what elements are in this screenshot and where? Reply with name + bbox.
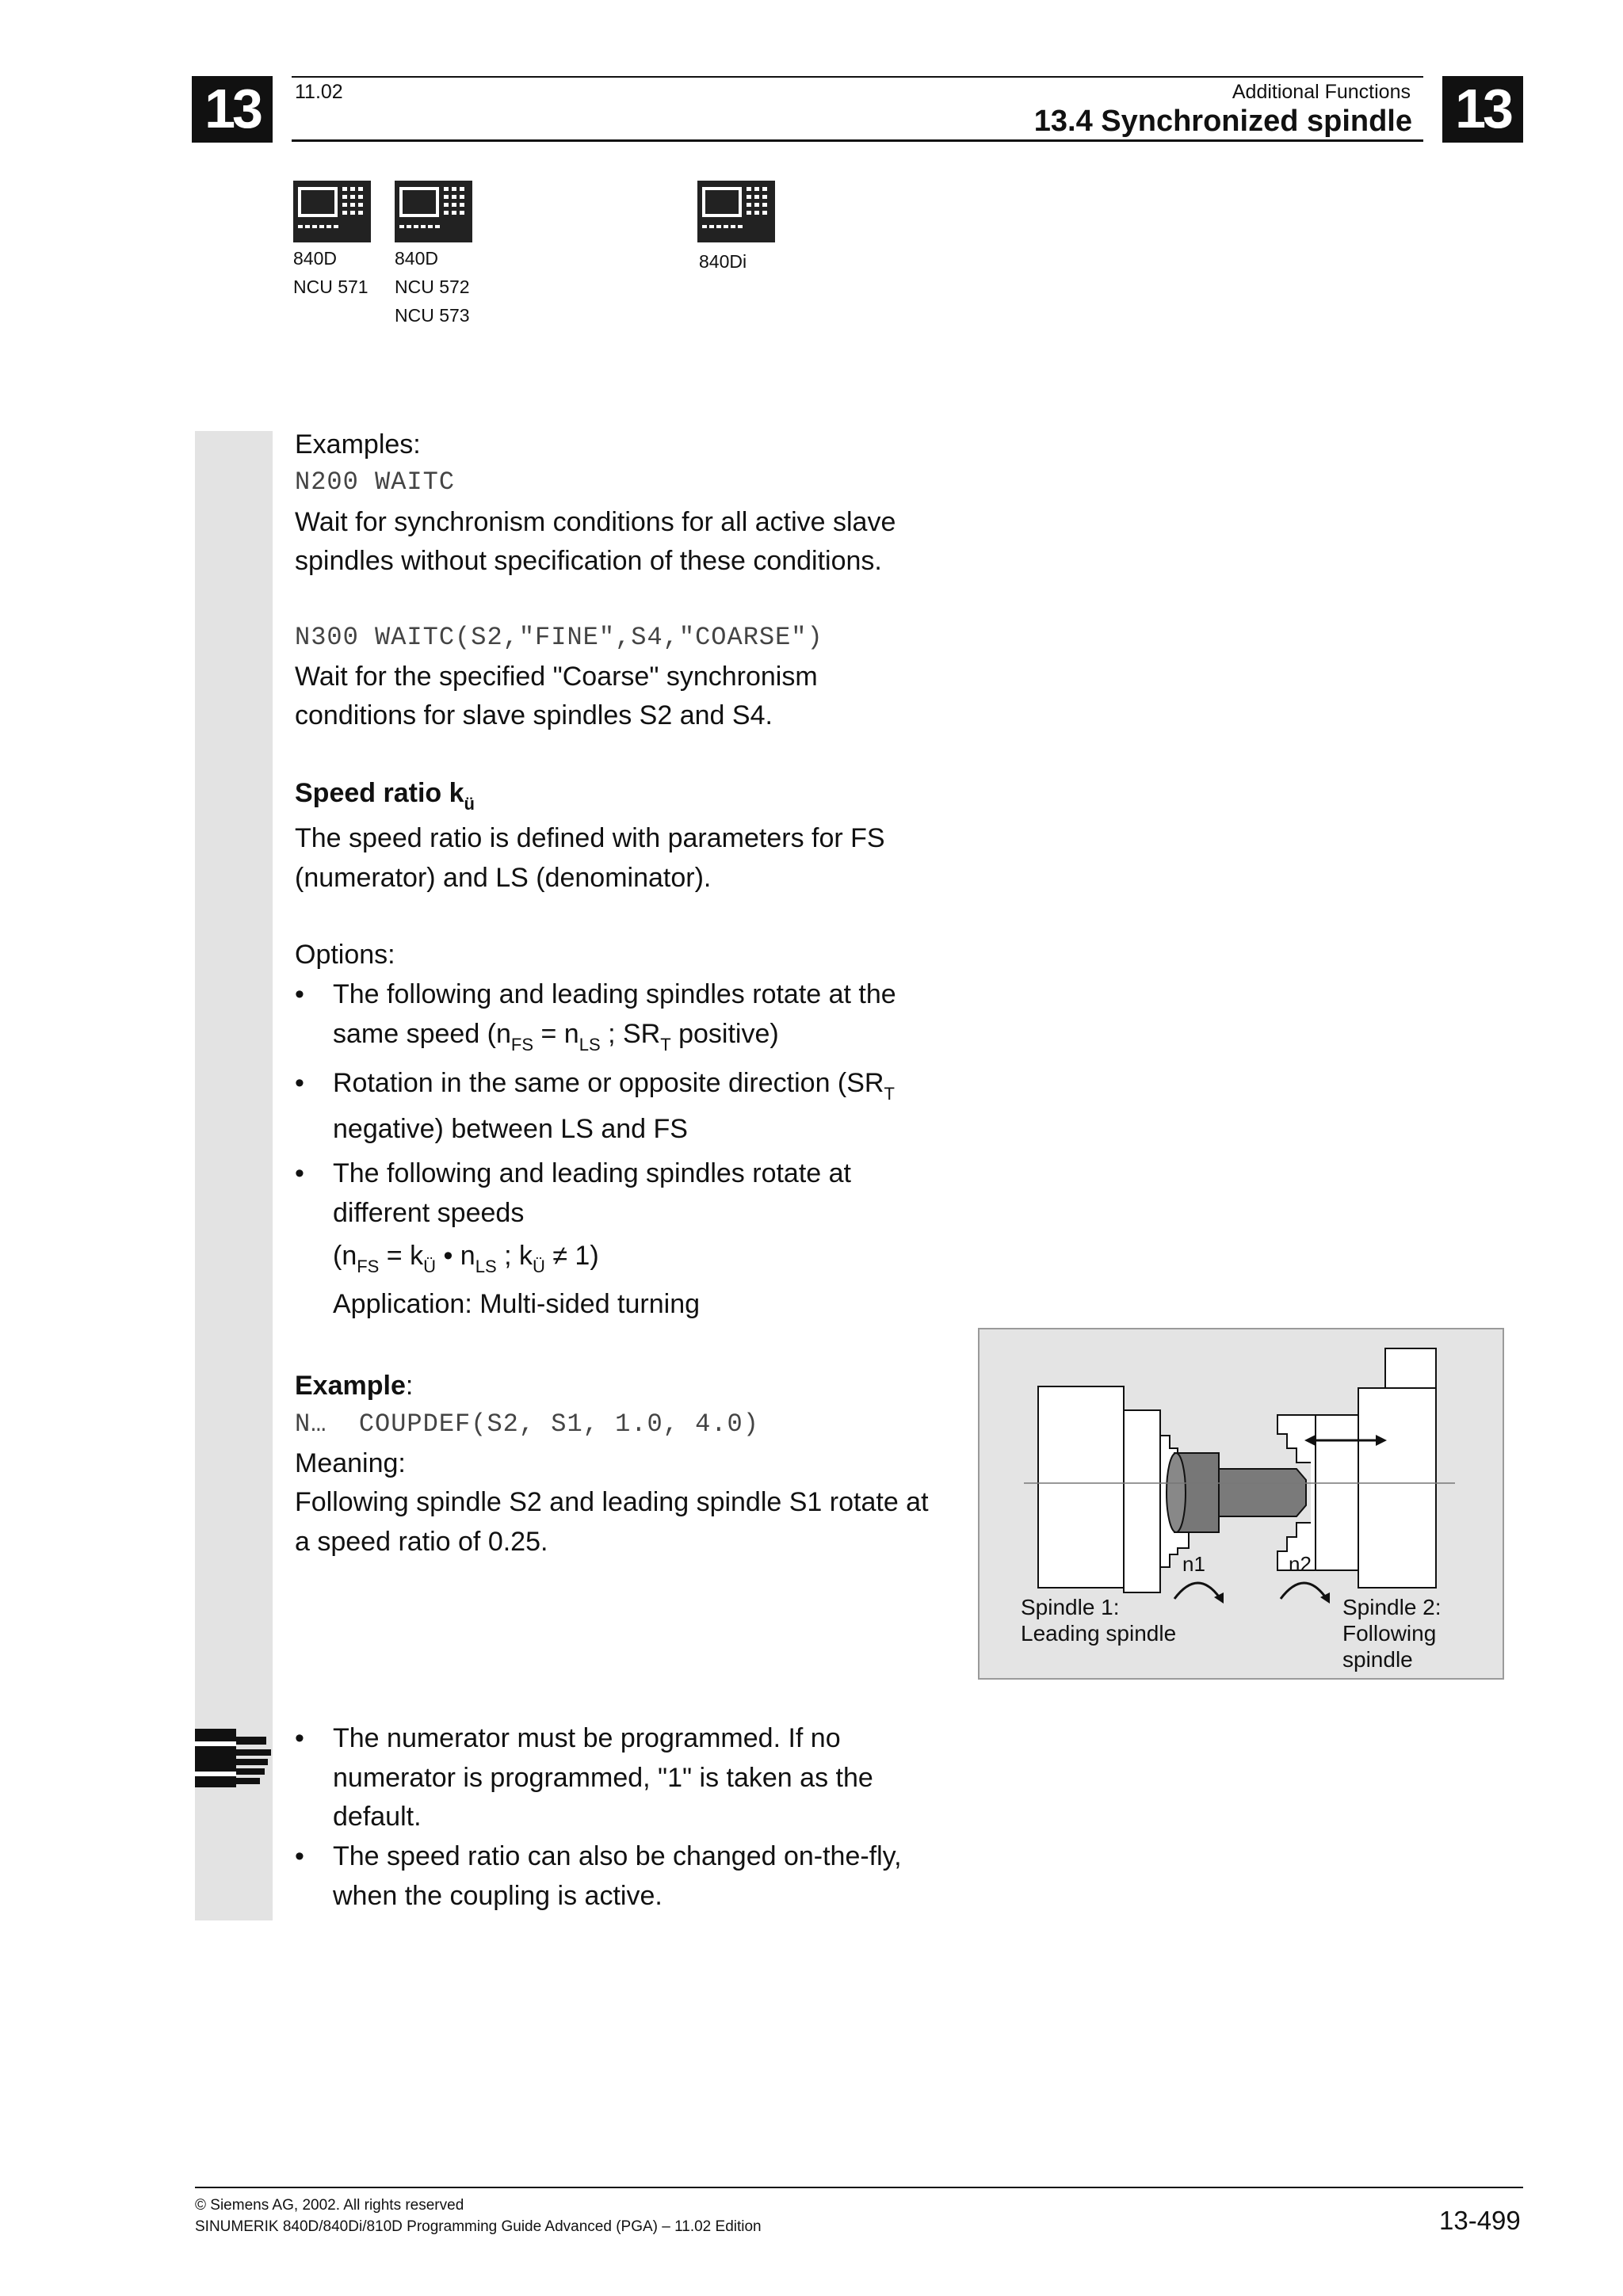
note-1-line-2: numerator is programmed, "1" is taken as the [333,1763,873,1793]
spindle-2-label: Spindle 2: Following spindle [1342,1595,1442,1672]
control-panel-icon [395,181,472,242]
note-2-line-1: The speed ratio can also be changed on-the-fly, [333,1841,902,1871]
bullet: • [295,1158,304,1188]
note-2-line-2: when the coupling is active. [333,1881,663,1911]
option-2-line-1: Rotation in the same or opposite direction ($SR_T$ [333,1068,895,1104]
spindle-1-label: Spindle 1: Leading spindle [1021,1595,1177,1646]
option-3-line-1: The following and leading spindles rotate at [333,1158,851,1188]
code-example-2: N300 WAITC(S2,"FINE",S4,"COARSE") [295,623,823,652]
header-bottom-rule [292,139,1423,142]
option-3-formula: ($n_{FS} = k_Ü$ • $n_{LS}$ ; $k_Ü \ne 1$) [333,1241,599,1276]
speed-ratio-heading: Speed ratio $k_ü$ [295,778,475,814]
footer-document-title: SINUMERIK 840D/840Di/810D Programming Guide Advanced (PGA) – 11.02 Edition [195,2218,762,2235]
control-panel-icon [697,181,775,242]
note-1-line-3: default. [333,1802,422,1832]
option-1-line-2: same speed ($n_{FS} = n_{LS}$ ; $SR_T$ positive) [333,1019,779,1055]
bullet: • [295,1841,304,1871]
header-section: Additional Functions [1232,81,1411,103]
spindle-coupling-figure [978,1328,1504,1680]
control-label-840di: 840Di [699,251,747,272]
options-heading: Options: [295,940,395,970]
pointing-hand-icon [195,1724,273,1791]
chapter-number-left: 13 [192,76,273,143]
margin-strip [195,431,273,1920]
option-3-line-2: different speeds [333,1198,525,1228]
option-2-line-2: negative) between LS and FS [333,1114,688,1144]
note-1-line-1: The numerator must be programmed. If no [333,1723,841,1753]
n2-label: n2 [1289,1552,1312,1576]
footer-copyright: © Siemens AG, 2002. All rights reserved [195,2197,464,2214]
bullet: • [295,1068,304,1098]
code-example-1: N200 WAITC [295,467,456,497]
control-label-840d-ncu572: 840D NCU 572 NCU 573 [395,248,470,326]
speed-ratio-description-line-2: (numerator) and LS (denominator). [295,863,712,893]
example-1-description-line-2: spindles without specification of these conditions. [295,546,882,576]
example-1-description-line-1: Wait for synchronism conditions for all active slave [295,507,896,537]
example-heading: Example: [295,1371,414,1401]
bullet: • [295,1723,304,1753]
footer-rule [195,2187,1523,2188]
coupdef-code: N… COUPDEF(S2, S1, 1.0, 4.0) [295,1409,759,1439]
control-label-840d-ncu571: 840D NCU 571 [293,248,369,297]
example-2-description-line-2: conditions for slave spindles S2 and S4. [295,700,773,730]
speed-ratio-description-line-1: The speed ratio is defined with parameters for FS [295,823,885,853]
meaning-line-1: Following spindle S2 and leading spindle S1 rotate at [295,1487,929,1517]
bullet: • [295,979,304,1009]
header-date: 11.02 [295,81,343,103]
examples-heading: Examples: [295,429,421,460]
meaning-line-2: a speed ratio of 0.25. [295,1527,548,1557]
n1-label: n1 [1182,1552,1205,1576]
control-panel-icon [293,181,371,242]
example-2-description-line-1: Wait for the specified "Coarse" synchronism [295,662,818,692]
page-title: 13.4 Synchronized spindle [1033,105,1412,138]
header-top-rule [292,76,1423,78]
meaning-heading: Meaning: [295,1448,406,1478]
option-1-line-1: The following and leading spindles rotate at the [333,979,896,1009]
option-3-application: Application: Multi-sided turning [333,1289,701,1319]
page-number: 13-499 [1439,2206,1521,2235]
chapter-number-right: 13 [1442,76,1523,143]
